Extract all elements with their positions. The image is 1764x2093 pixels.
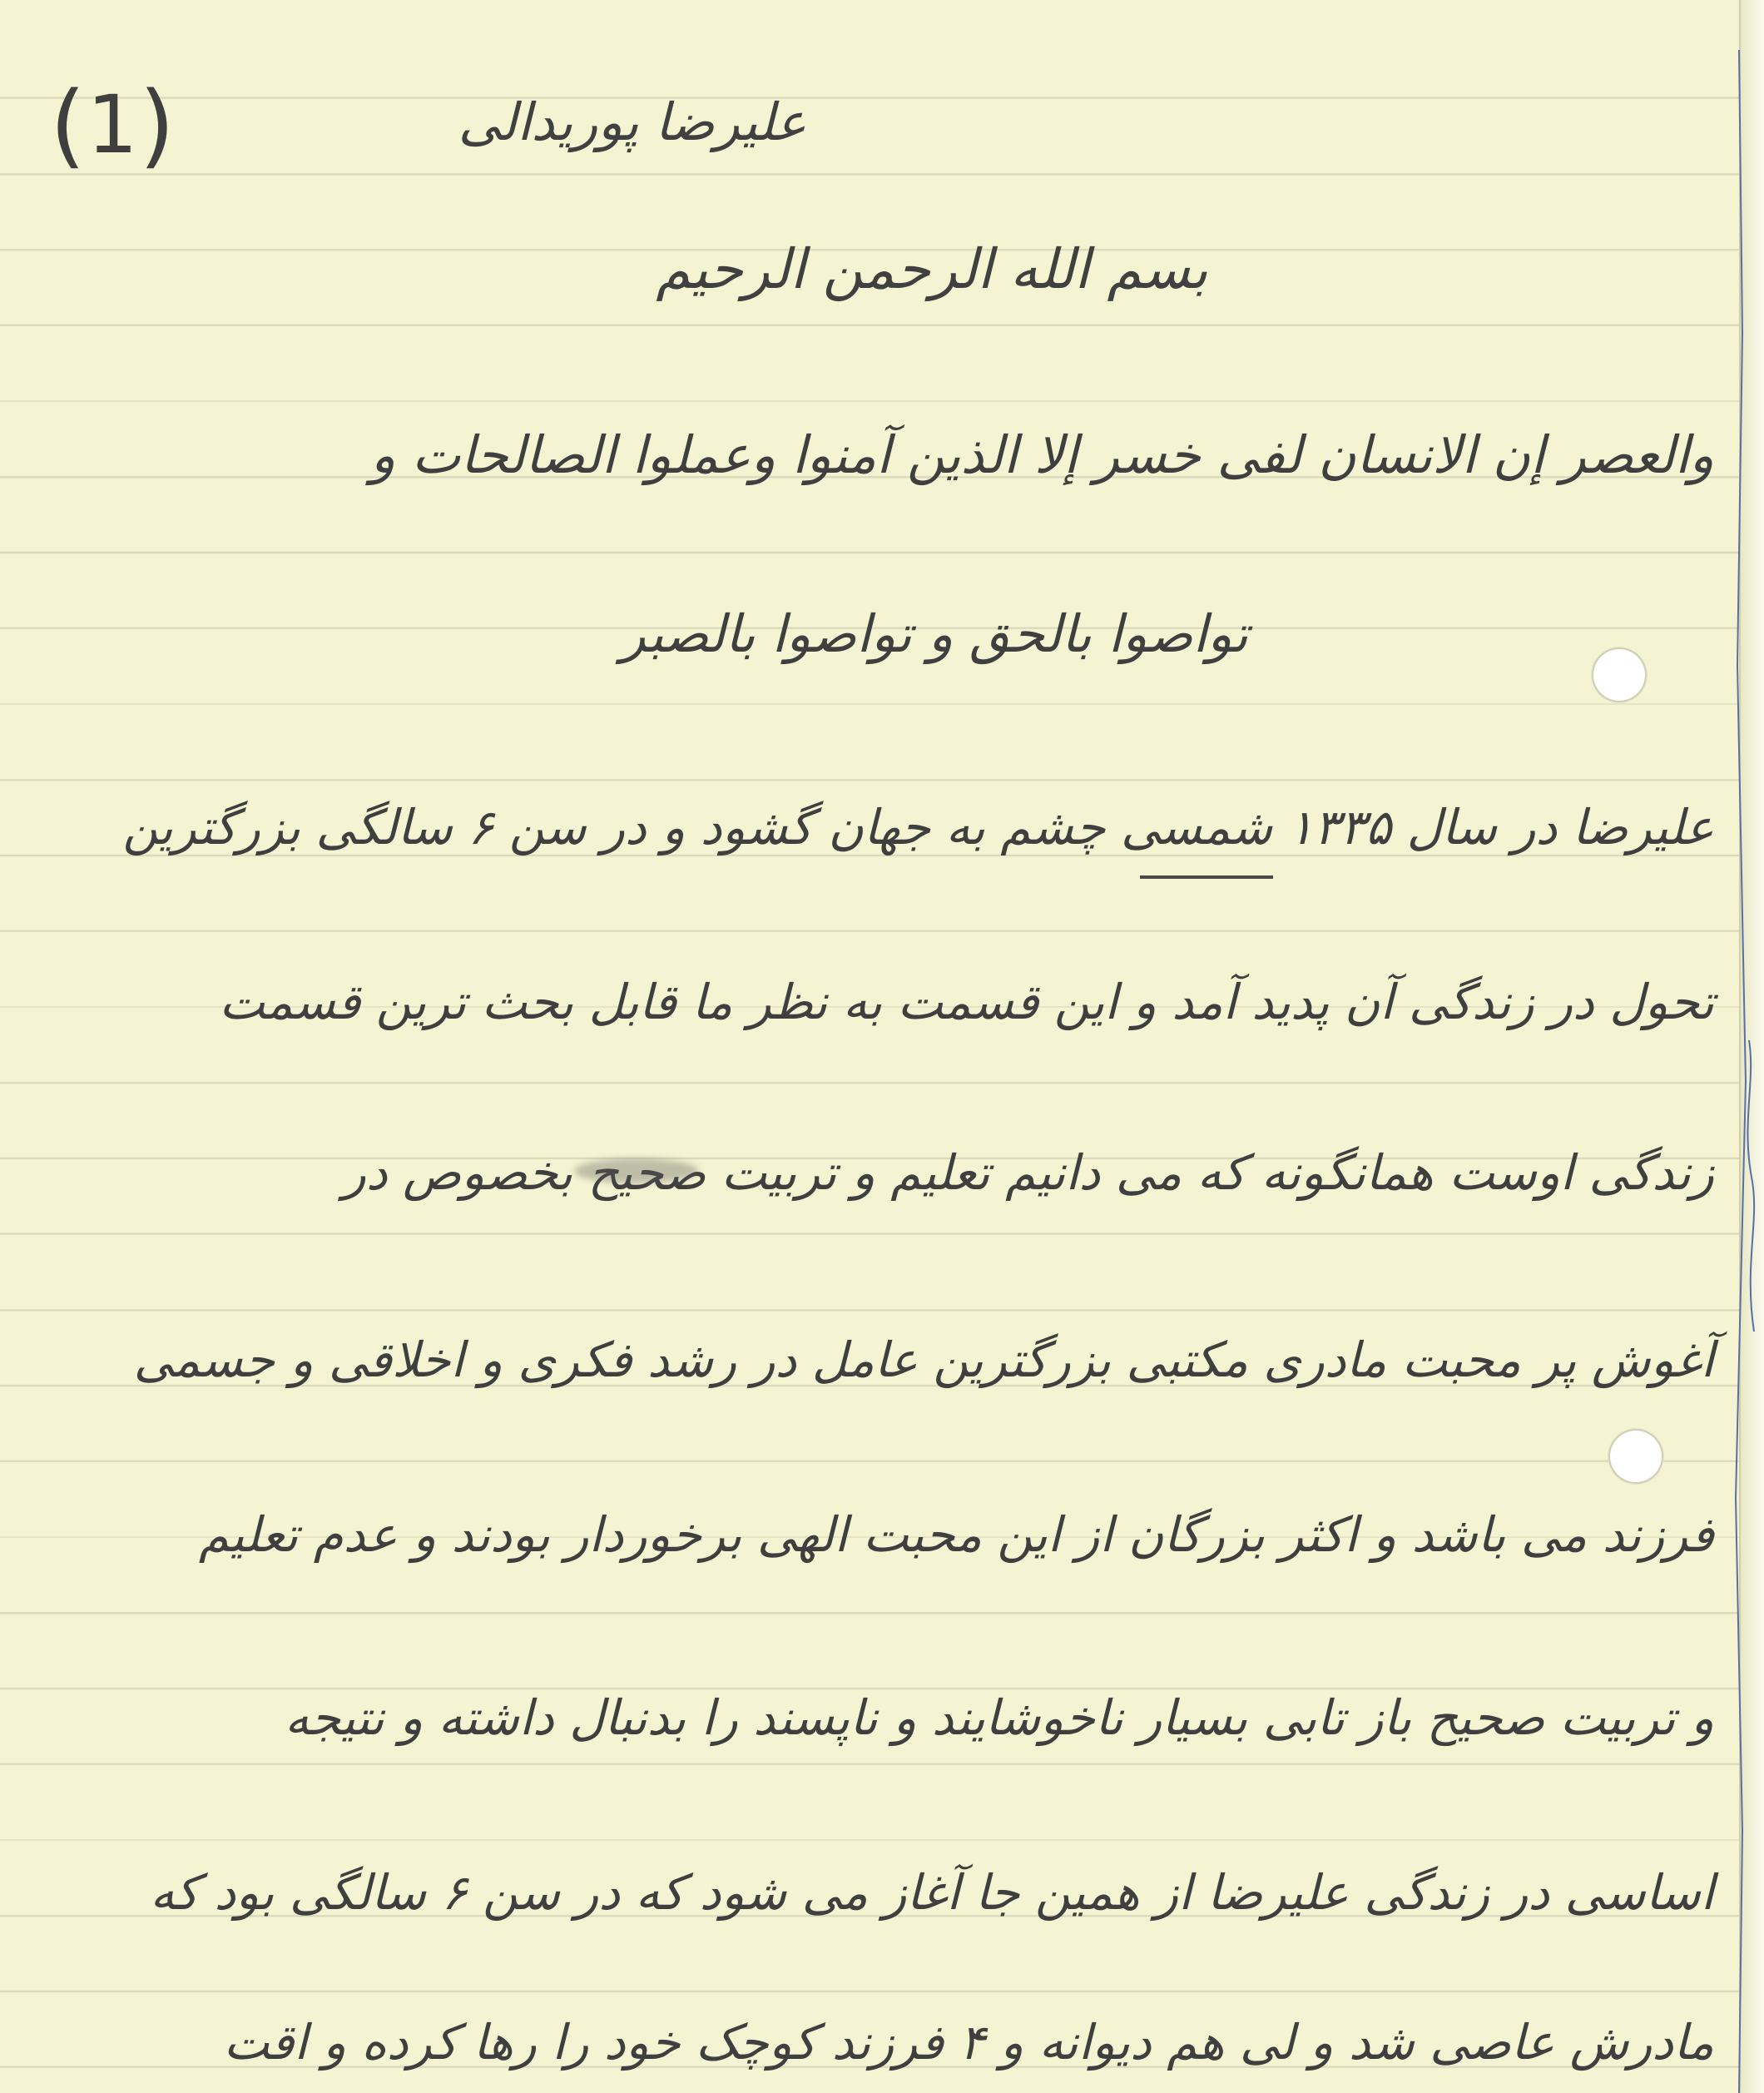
year-underline — [1140, 875, 1273, 879]
verse-line: والعصر إن الانسان لفی خسر إلا الذین آمنوا وعملوا الصالحات و — [370, 424, 1714, 485]
ink-smudge — [574, 1158, 699, 1183]
margin-scribble — [1731, 0, 1764, 2093]
body-text-line: علیرضا در سال ۱۳۳۵ شمسی چشم به جهان گشود و در سن ۶ سالگی بزرگترین — [122, 799, 1714, 856]
verse-line: تواصوا بالحق و تواصوا بالصبر — [620, 603, 1248, 664]
punch-hole — [1592, 647, 1647, 702]
body-text-line: فرزند می باشد و اکثر بزرگان از این محبت الهی برخوردار بودند و عدم تعلیم — [198, 1506, 1714, 1563]
punch-hole — [1608, 1429, 1663, 1484]
body-text-line: آغوش پر محبت مادری مکتبی بزرگترین عامل در رشد فکری و اخلاقی و جسمی — [133, 1332, 1714, 1388]
pen-scribble-mark — [1747, 1040, 1754, 1332]
body-text-line: و تربیت صحیح باز تابی بسیار ناخوشایند و ناپسند را بدنبال داشته و نتیجه — [285, 1689, 1714, 1746]
basmala-heading: بسم الله الرحمن الرحیم — [656, 237, 1208, 301]
body-text-line: مادرش عاصی شد و لی هم دیوانه و ۴ فرزند کوچک خود را رها کرده و اقت — [223, 2014, 1714, 2071]
author-name-heading: علیرضا پوریدالی — [458, 92, 807, 152]
body-text-line: اساسی در زندگی علیرضا از همین جا آغاز می شود که در سن ۶ سالگی بود که — [150, 1864, 1714, 1921]
page-number: ( 1 ) — [50, 75, 175, 175]
body-text-line: تحول در زندگی آن پدید آمد و این قسمت به نظر ما قابل بحث ترین قسمت — [219, 974, 1714, 1030]
pen-line-mark — [1736, 50, 1746, 2093]
body-text-line: زندگی اوست همانگونه که می دانیم تعلیم و تربیت صحیح بخصوص در — [342, 1144, 1714, 1201]
